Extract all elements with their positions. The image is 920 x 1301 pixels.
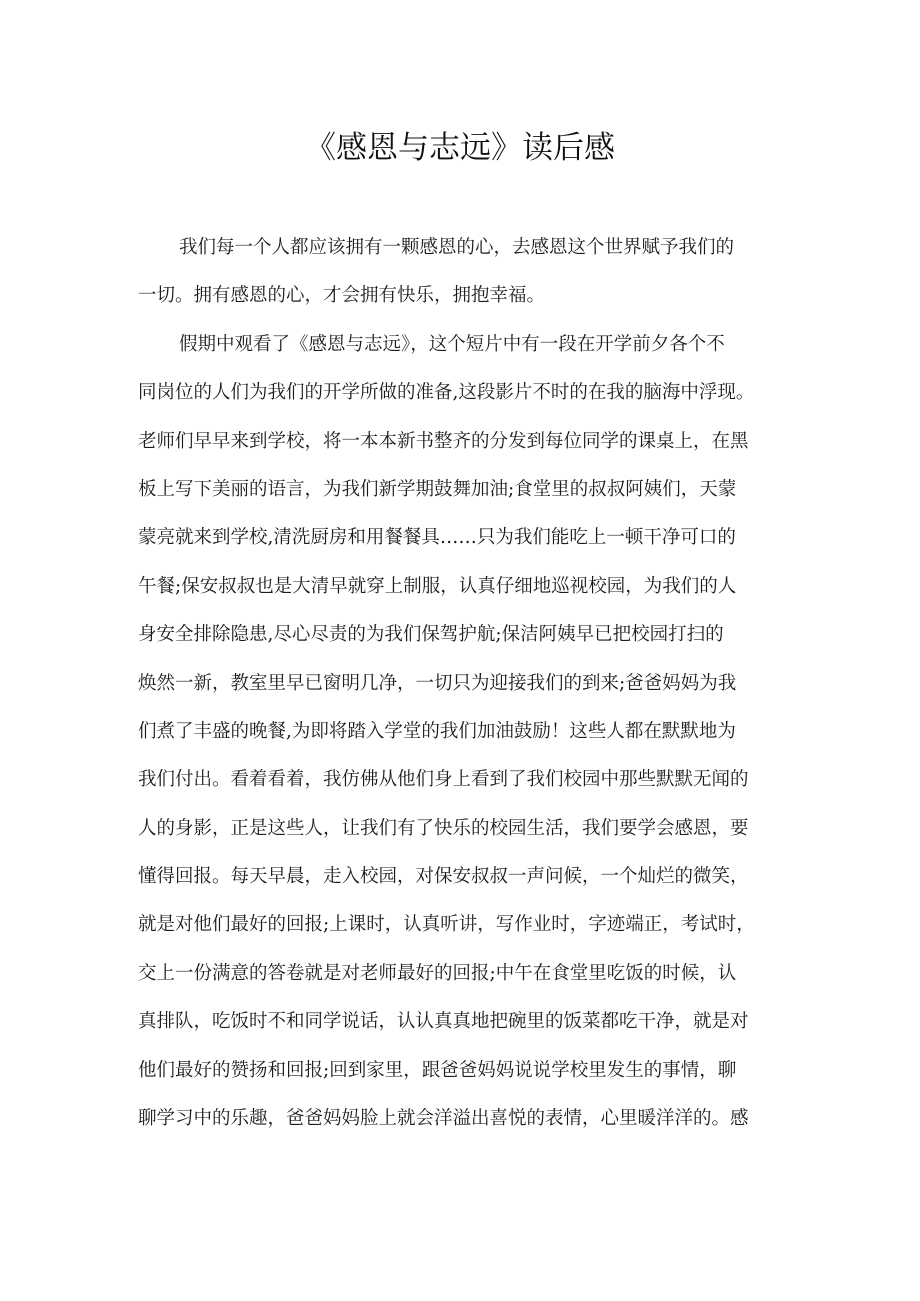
paragraph-line: 板上写下美丽的语言，为我们新学期鼓舞加油;食堂里的叔叔阿姨们，天蒙 (138, 478, 737, 500)
paragraph-line: 们煮了丰盛的晚餐,为即将踏入学堂的我们加油鼓励！这些人都在默默地为 (138, 720, 736, 742)
paragraph-line: 真排队，吃饭时不和同学说话，认认真真地把碗里的饭菜都吃干净，就是对 (138, 1011, 749, 1033)
paragraph-line: 身安全排除隐患,尽心尽责的为我们保驾护航;保洁阿姨早已把校园打扫的 (138, 624, 724, 646)
paragraph-line: 懂得回报。每天早晨，走入校园，对保安叔叔一声问候，一个灿烂的微笑， (138, 866, 749, 888)
document-title: 《感恩与志远》读后感 (305, 130, 615, 166)
paragraph-line: 假期中观看了《感恩与志远》，这个短片中有一段在开学前夕各个不 (179, 333, 725, 355)
paragraph-line: 蒙亮就来到学校,清洗厨房和用餐餐具……只为我们能吃上一顿干净可口的 (138, 527, 736, 549)
paragraph-line: 交上一份满意的答卷就是对老师最好的回报;中午在食堂里吃饭的时候，认 (138, 962, 737, 984)
paragraph-line: 聊学习中的乐趣，爸爸妈妈脸上就会洋溢出喜悦的表情，心里暖洋洋的。感 (138, 1108, 749, 1130)
paragraph-line: 他们最好的赞扬和回报;回到家里，跟爸爸妈妈说说学校里发生的事情，聊 (138, 1059, 737, 1081)
paragraph-line: 焕然一新，教室里早已窗明几净，一切只为迎接我们的到来;爸爸妈妈为我 (138, 672, 737, 694)
paragraph-line: 人的身影，正是这些人，让我们有了快乐的校园生活，我们要学会感恩，要 (138, 817, 749, 839)
document-body (138, 224, 798, 1143)
paragraph-line: 我们每一个人都应该拥有一颗感恩的心，去感恩这个世界赋予我们的 (179, 237, 735, 258)
paragraph-line: 就是对他们最好的回报;上课时，认真听讲，写作业时，字迹端正，考试时， (138, 914, 755, 936)
paragraph-line: 老师们早早来到学校，将一本本新书整齐的分发到每位同学的课桌上，在黑 (138, 430, 749, 452)
paragraph-line: 我们付出。看着看着，我仿佛从他们身上看到了我们校园中那些默默无闻的 (138, 769, 749, 791)
paragraph-line: 同岗位的人们为我们的开学所做的准备,这段影片不时的在我的脑海中浮现。 (138, 382, 755, 404)
paragraph-line: 午餐;保安叔叔也是大清早就穿上制服，认真仔细地巡视校园，为我们的人 (138, 575, 737, 597)
paragraph-line: 一切。拥有感恩的心，才会拥有快乐，拥抱幸福。 (138, 285, 546, 307)
